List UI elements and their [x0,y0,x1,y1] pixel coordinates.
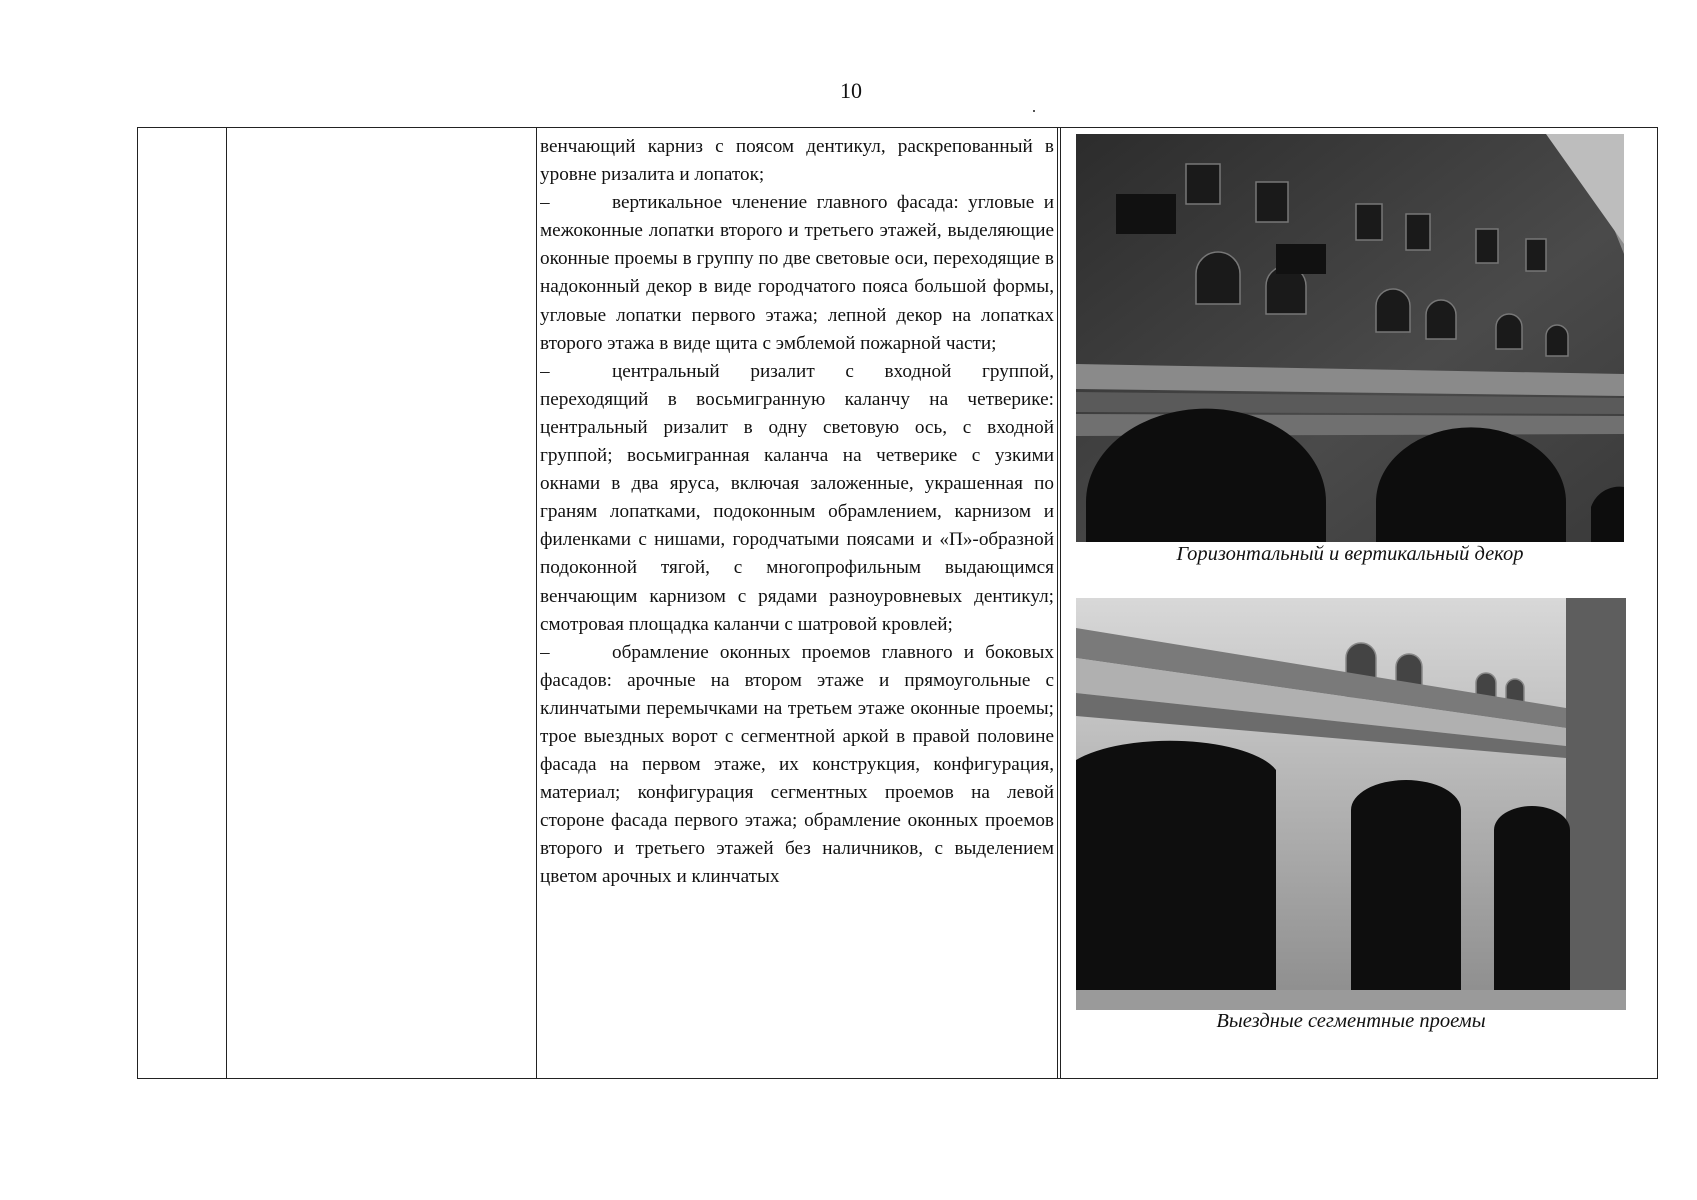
column-divider-3 [1057,128,1058,1078]
photo-arched-gates [1076,598,1626,1010]
photo-caption-decor: Горизонтальный и вертикальный декор [1176,543,1524,565]
column-divider-1 [226,128,227,1078]
page-number: 10 [840,78,862,103]
protected-features-text [540,133,1054,1073]
text-intro: венчающий карниз с поясом дентикул, раскрепованный в уровне ризалита и лопаток; [540,136,1054,186]
text-item-window-framing: – обрамление оконных проемов главного и боковых фасадов: арочные на втором этаже и прямоугольные с клинчатыми перемычками на третьем этаже оконные проемы; трое выездных ворот с сегментной аркой в правой половине фасада на первом этаже, их конструкция, конфигурация, материал; конфигурация сегментных проемов на левой стороне фасада первого этажа; обрамление оконных проемов второго и третьего этажей без наличников, с выделением цветом арочных и клинчатых [540,641,1054,888]
document-table [137,127,1658,1079]
photo-caption-gates: Выездные сегментные проемы [1216,1010,1486,1032]
photo-facade-decor [1076,134,1624,542]
column-divider-2 [536,128,537,1078]
text-item-central-risalit: – центральный ризалит с входной группой, переходящий в восьмигранную каланчу на четверике: центральный ризалит в одну световую ось, с входной группой; восьмигранная каланча на четверике с узкими окнами в два яруса, включая заложенные, украшенная по граням лопатками, подоконным обрамлением, карнизом и филенками с нишами, городчатыми поясами и «П»-образной подоконной тягой, с многопрофильным выдающимся венчающим карнизом с рядами разноуровневых дентикул; смотровая площадка каланчи с шатровой кровлей; [540,360,1054,635]
column-divider-3b [1060,128,1061,1078]
text-item-vertical-division: – вертикальное членение главного фасада: угловые и межоконные лопатки второго и третьего этажей, выделяющие оконные проемы в группу по две световые оси, переходящие в надоконный декор в виде городчатого пояса большой формы, угловые лопатки первого этажа; лепной декор на лопатках второго этажа в виде щита с эмблемой пожарной части; [540,192,1054,354]
scan-mark [1033,110,1035,112]
